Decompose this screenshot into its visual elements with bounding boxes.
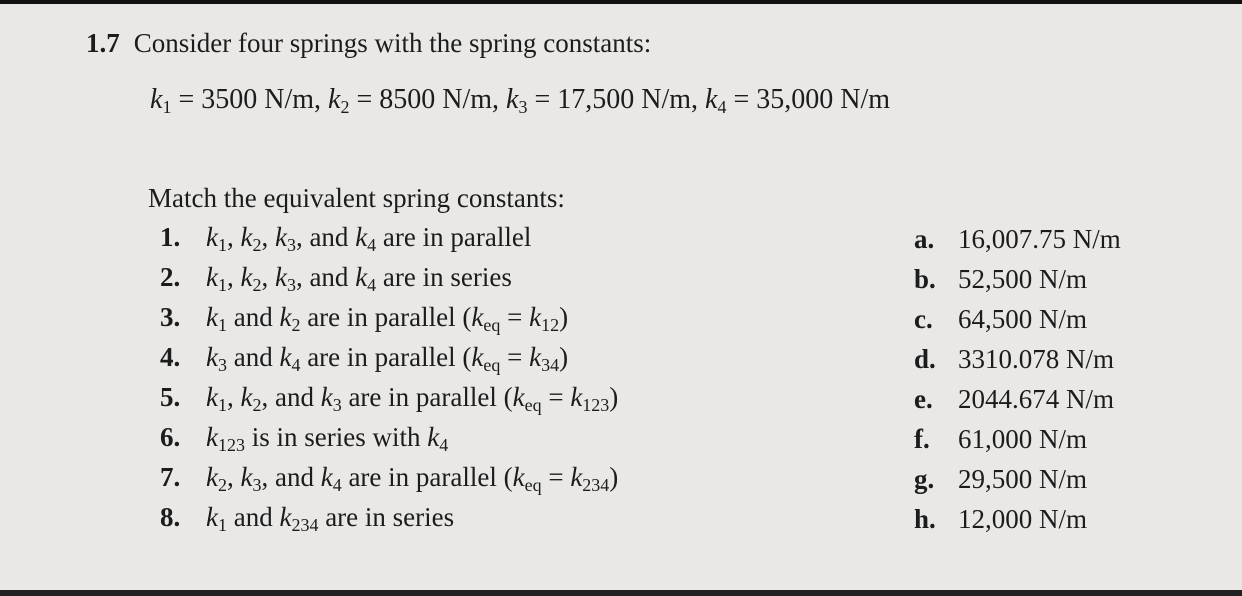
answer-option: [914, 464, 1121, 504]
answer-value: 12,000 N/m: [958, 504, 1088, 534]
statement-text: and: [226, 302, 280, 332]
answer-option: [914, 384, 1121, 424]
k-symbol: k: [529, 342, 542, 372]
statement-text: =: [500, 342, 530, 372]
answer-value: 16,007.75 N/m: [958, 224, 1121, 254]
k-symbol: k: [240, 462, 253, 492]
match-title: Match the equivalent spring constants:: [148, 183, 565, 213]
k-subscript: 3: [286, 275, 296, 295]
k-subscript: eq: [483, 315, 501, 335]
k-symbol: k: [355, 262, 368, 292]
statement-text: ): [559, 302, 569, 332]
k-symbol: k: [279, 302, 292, 332]
k-symbol: k: [512, 462, 525, 492]
k-symbol: k: [274, 222, 287, 252]
k1-value: = 3500 N/m,: [178, 84, 322, 115]
statement-text: is in series with: [244, 422, 428, 452]
k-symbol: k: [206, 222, 218, 252]
k-subscript: eq: [524, 395, 542, 415]
k-symbol: k: [529, 302, 542, 332]
problem-prompt: Consider four springs with the spring constants:: [133, 28, 652, 58]
k-symbol: k: [471, 302, 484, 332]
answer-value: 64,500 N/m: [958, 304, 1088, 334]
k-subscript: 1: [217, 395, 227, 415]
k-symbol: k: [279, 342, 292, 372]
statement-number: 3.: [160, 302, 181, 332]
answer-value: 29,500 N/m: [958, 464, 1088, 494]
k-subscript: 234: [582, 475, 610, 495]
statement-text: ,: [261, 222, 275, 252]
k-symbol: k: [512, 382, 525, 412]
k-subscript: 4: [367, 235, 377, 255]
k-subscript: 2: [217, 475, 227, 495]
statement-text: ): [559, 342, 569, 372]
answer-letter: c.: [914, 304, 933, 334]
statement-item: [160, 422, 618, 462]
statement-number: 5.: [160, 382, 181, 412]
statement-text: ,: [261, 262, 275, 292]
statement-text: =: [541, 382, 571, 412]
statement-text: , and: [261, 382, 321, 412]
k-subscript: 123: [217, 435, 245, 455]
k-subscript: 4: [332, 475, 342, 495]
statement-text: ,: [226, 262, 241, 292]
k-symbol: k: [206, 422, 218, 452]
statement-text: are in parallel (: [341, 382, 513, 412]
statement-text: , and: [261, 462, 321, 492]
statement-item: [160, 262, 618, 302]
problem-heading: [86, 28, 651, 59]
answer-letter: a.: [914, 224, 935, 254]
spring-constants-equation: [150, 84, 890, 116]
k3-value: = 17,500 N/m,: [534, 84, 699, 115]
answer-letter: b.: [914, 264, 936, 294]
statement-text: are in parallel (: [300, 342, 472, 372]
k-symbol: k: [274, 262, 287, 292]
statement-number: 4.: [160, 342, 181, 372]
statement-number: 6.: [160, 422, 181, 452]
statement-number: 8.: [160, 502, 181, 532]
statement-text: and: [226, 342, 280, 372]
answer-value: 61,000 N/m: [958, 424, 1088, 454]
top-border: [0, 0, 1242, 4]
answer-option: [914, 304, 1121, 344]
statement-item: [160, 302, 618, 342]
bottom-border: [0, 590, 1242, 596]
k2-symbol: k: [328, 84, 341, 115]
statement-text: are in parallel: [376, 222, 532, 252]
statement-text: =: [500, 302, 530, 332]
statement-text: , and: [295, 222, 356, 252]
k-symbol: k: [570, 382, 583, 412]
k-symbol: k: [206, 502, 218, 532]
answer-letter: d.: [914, 344, 936, 374]
answer-value: 52,500 N/m: [958, 264, 1088, 294]
k-symbol: k: [355, 222, 368, 252]
statement-item: [160, 462, 618, 502]
k4-symbol: k: [705, 84, 718, 115]
k-symbol: k: [471, 342, 484, 372]
answer-letter: e.: [914, 384, 933, 414]
k-subscript: 3: [286, 235, 296, 255]
k-subscript: 2: [252, 275, 262, 295]
statement-number: 1.: [160, 222, 181, 252]
k-subscript: 34: [541, 355, 560, 375]
statement-text: ,: [226, 382, 241, 412]
statement-text: ,: [226, 462, 241, 492]
k-symbol: k: [240, 222, 253, 252]
statement-list: [160, 222, 618, 542]
problem-number: 1.7: [86, 28, 120, 58]
k1-subscript: 1: [162, 97, 172, 117]
k-symbol: k: [240, 262, 253, 292]
answer-option: [914, 504, 1121, 544]
k-symbol: k: [206, 342, 218, 372]
statement-text: are in parallel (: [341, 462, 513, 492]
k4-subscript: 4: [717, 97, 727, 117]
k-symbol: k: [206, 382, 218, 412]
k-subscript: 234: [291, 515, 319, 535]
k-subscript: 2: [252, 395, 262, 415]
k-symbol: k: [240, 382, 253, 412]
k4-value: = 35,000 N/m: [733, 84, 891, 115]
k1-symbol: k: [150, 84, 163, 115]
answer-letter: g.: [914, 464, 935, 494]
k-symbol: k: [320, 382, 333, 412]
k-subscript: 123: [582, 395, 610, 415]
statement-text: ): [609, 382, 619, 412]
statement-text: =: [541, 462, 571, 492]
statement-text: are in parallel (: [300, 302, 472, 332]
k-symbol: k: [206, 302, 218, 332]
statement-text: ,: [226, 222, 241, 252]
k3-symbol: k: [506, 84, 519, 115]
statement-text: ): [609, 462, 619, 492]
k-subscript: 3: [332, 395, 342, 415]
k-symbol: k: [206, 262, 218, 292]
k-symbol: k: [320, 462, 333, 492]
k-symbol: k: [206, 462, 218, 492]
k-symbol: k: [279, 502, 292, 532]
statement-text: , and: [295, 262, 356, 292]
answer-list: [914, 224, 1121, 544]
statement-text: are in series: [376, 262, 512, 292]
k-symbol: k: [427, 422, 440, 452]
statement-number: 2.: [160, 262, 181, 292]
statement-text: and: [226, 502, 280, 532]
k-subscript: 1: [217, 515, 227, 535]
k-subscript: 1: [217, 275, 227, 295]
answer-option: [914, 424, 1121, 464]
answer-letter: f.: [914, 424, 930, 454]
answer-option: [914, 264, 1121, 304]
k-subscript: 4: [367, 275, 377, 295]
statement-item: [160, 342, 618, 382]
answer-option: [914, 344, 1121, 384]
k-symbol: k: [570, 462, 583, 492]
statement-item: [160, 382, 618, 422]
answer-option: [914, 224, 1121, 264]
k-subscript: 12: [541, 315, 560, 335]
k-subscript: 2: [291, 315, 301, 335]
k-subscript: 4: [439, 435, 449, 455]
k-subscript: eq: [524, 475, 542, 495]
statement-item: [160, 502, 618, 542]
k-subscript: 1: [217, 235, 227, 255]
k-subscript: 4: [291, 355, 301, 375]
k-subscript: 3: [217, 355, 227, 375]
k2-subscript: 2: [340, 97, 350, 117]
statement-item: [160, 222, 618, 262]
k-subscript: 3: [252, 475, 262, 495]
answer-value: 2044.674 N/m: [958, 384, 1115, 414]
answer-value: 3310.078 N/m: [958, 344, 1115, 374]
statement-number: 7.: [160, 462, 181, 492]
k-subscript: 1: [217, 315, 227, 335]
k2-value: = 8500 N/m,: [356, 84, 500, 115]
k-subscript: 2: [252, 235, 262, 255]
answer-letter: h.: [914, 504, 936, 534]
statement-text: are in series: [318, 502, 455, 532]
k3-subscript: 3: [518, 97, 528, 117]
k-subscript: eq: [483, 355, 501, 375]
